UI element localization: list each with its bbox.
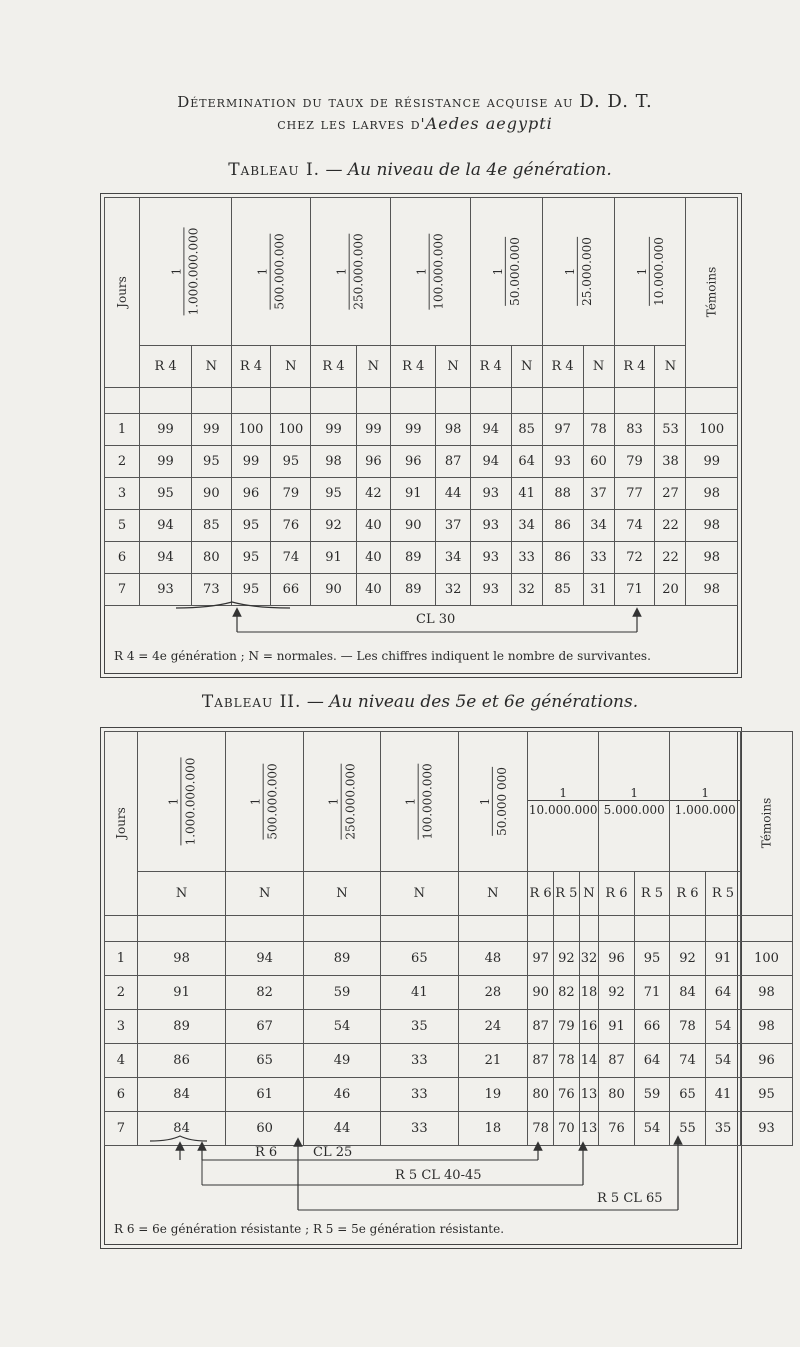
table1-value-cell: 34: [583, 510, 614, 542]
table2-footnote: R 6 = 6e génération résistante ; R 5 = 5e génération résistante.: [114, 1222, 505, 1236]
table2-day-cell: 6: [105, 1078, 138, 1112]
table2-value-cell: 92: [599, 976, 635, 1010]
table1-value-cell: 72: [614, 542, 655, 574]
table1-day-cell: 2: [105, 446, 140, 478]
table1-control-cell: 98: [686, 574, 738, 606]
table1-value-cell: 79: [614, 446, 655, 478]
table1-day-cell: 3: [105, 478, 140, 510]
table2-day-cell: 2: [105, 976, 138, 1010]
table2-r6-label: R 6: [255, 1145, 278, 1160]
table1-value-cell: 40: [356, 574, 390, 606]
table2-value-cell: 79: [553, 1010, 579, 1044]
table2-value-cell: 97: [528, 942, 554, 976]
table1-value-cell: 89: [391, 542, 436, 574]
table2-r5-cl65-label: R 5 CL 65: [597, 1191, 663, 1206]
table1-value-cell: 99: [391, 414, 436, 446]
table1-value-cell: 64: [511, 446, 542, 478]
table1-value-cell: 86: [542, 542, 583, 574]
table1-value-cell: 38: [655, 446, 686, 478]
table2-value-cell: 78: [553, 1044, 579, 1078]
table1-value-cell: 92: [311, 510, 356, 542]
table1-value-cell: 95: [271, 446, 311, 478]
table2-value-cell: 65: [670, 1078, 706, 1112]
title-line-1: Détermination du taux de résistance acquise au D. D. T.: [177, 91, 653, 112]
fraction-numerator: 1: [403, 797, 418, 805]
table2-value-cell: 65: [381, 942, 458, 976]
table1-subheader: N: [192, 346, 231, 388]
table2-value-cell: 91: [137, 976, 226, 1010]
table2-value-cell: 61: [226, 1078, 303, 1112]
table1-subheader: R 4: [311, 346, 356, 388]
table2-value-cell: 95: [634, 942, 670, 976]
table1-value-cell: 85: [192, 510, 231, 542]
table1-subheader: N: [271, 346, 311, 388]
table1-value-cell: 85: [542, 574, 583, 606]
table2-value-cell: 64: [634, 1044, 670, 1078]
table2-value-cell: 84: [137, 1112, 226, 1146]
table2-value-cell: 13: [579, 1112, 599, 1146]
table2-control-cell: 95: [741, 1078, 793, 1112]
table1-value-cell: 32: [436, 574, 470, 606]
table1-subheader: R 4: [140, 346, 192, 388]
table1-control-cell: 98: [686, 542, 738, 574]
fraction-denominator: 1.000.000.000: [184, 227, 201, 315]
table1-value-cell: 96: [356, 446, 390, 478]
table2-value-cell: 70: [553, 1112, 579, 1146]
table2-value-cell: 24: [458, 1010, 528, 1044]
table2-value-cell: 76: [553, 1078, 579, 1112]
table1-subheader: R 4: [231, 346, 271, 388]
table2-value-cell: 13: [579, 1078, 599, 1112]
table2-value-cell: 67: [226, 1010, 303, 1044]
table1-value-cell: 93: [470, 574, 511, 606]
table1-value-cell: 95: [140, 478, 192, 510]
table2-value-cell: 87: [599, 1044, 635, 1078]
table1-value-cell: 99: [192, 414, 231, 446]
table2-value-cell: 94: [226, 942, 303, 976]
table1-caption: Tableau I. — Au niveau de la 4e génération.: [228, 160, 612, 180]
table1-control-cell: 98: [686, 478, 738, 510]
table1-value-cell: 93: [140, 574, 192, 606]
table1-day-cell: 7: [105, 574, 140, 606]
fraction-denominator: 500.000.000: [263, 763, 280, 839]
table2-value-cell: 32: [579, 942, 599, 976]
table1-value-cell: 91: [311, 542, 356, 574]
table1-value-cell: 99: [231, 446, 271, 478]
table1-value-cell: 74: [614, 510, 655, 542]
table1-value-cell: 86: [542, 510, 583, 542]
table1-value-cell: 96: [231, 478, 271, 510]
table1-value-cell: 98: [436, 414, 470, 446]
table1-value-cell: 85: [511, 414, 542, 446]
table2-value-cell: 87: [528, 1044, 554, 1078]
fraction-numerator: 1: [562, 267, 577, 275]
fraction-denominator: 5.000.000: [599, 800, 669, 817]
table2-value-cell: 18: [579, 976, 599, 1010]
table1-value-cell: 33: [583, 542, 614, 574]
table1-value-cell: 22: [655, 510, 686, 542]
table2-subheader: N: [226, 872, 303, 916]
fraction-numerator: 1: [414, 267, 429, 275]
table1-subheader: N: [511, 346, 542, 388]
table1-brace: [176, 602, 290, 608]
table2-subheader: R 5: [553, 872, 579, 916]
table2-value-cell: 41: [381, 976, 458, 1010]
table2-value-cell: 33: [381, 1078, 458, 1112]
table2-subheader: N: [381, 872, 458, 916]
table2-value-cell: 80: [528, 1078, 554, 1112]
table1-value-cell: 95: [311, 478, 356, 510]
table2-subheader: R 5: [705, 872, 741, 916]
table1-value-cell: 42: [356, 478, 390, 510]
table2-value-cell: 54: [705, 1044, 741, 1078]
table2-value-cell: 49: [303, 1044, 380, 1078]
table2-subheader: N: [137, 872, 226, 916]
table2-value-cell: 65: [226, 1044, 303, 1078]
table2-subheader: N: [458, 872, 528, 916]
table1-footnote: R 4 = 4e génération ; N = normales. — Les chiffres indiquent le nombre de survivantes.: [114, 649, 651, 663]
fraction-numerator: 1: [255, 267, 270, 275]
fraction-numerator: 1: [169, 267, 184, 275]
table1-value-cell: 95: [231, 574, 271, 606]
table1-control-cell: 100: [686, 414, 738, 446]
table1-value-cell: 90: [391, 510, 436, 542]
table1-value-cell: 89: [391, 574, 436, 606]
table1-value-cell: 99: [140, 414, 192, 446]
table2-value-cell: 89: [303, 942, 380, 976]
table2-value-cell: 64: [705, 976, 741, 1010]
table1-value-cell: 34: [436, 542, 470, 574]
table1-value-cell: 20: [655, 574, 686, 606]
table1-value-cell: 32: [511, 574, 542, 606]
table1-value-cell: 93: [542, 446, 583, 478]
table1-value-cell: 94: [470, 414, 511, 446]
table2-value-cell: 55: [670, 1112, 706, 1146]
table2-value-cell: 33: [381, 1112, 458, 1146]
table1-subheader: N: [655, 346, 686, 388]
table2-value-cell: 71: [634, 976, 670, 1010]
table2-control-cell: 100: [741, 942, 793, 976]
table1-value-cell: 94: [140, 510, 192, 542]
table2-value-cell: 59: [303, 976, 380, 1010]
table2-day-cell: 3: [105, 1010, 138, 1044]
table2-value-cell: 91: [599, 1010, 635, 1044]
fraction-numerator: 1: [490, 267, 505, 275]
table1-value-cell: 98: [311, 446, 356, 478]
table2-value-cell: 35: [381, 1010, 458, 1044]
fraction-denominator: 250.000.000: [340, 763, 357, 839]
table1-value-cell: 88: [542, 478, 583, 510]
table2-value-cell: 74: [670, 1044, 706, 1078]
table1-value-cell: 83: [614, 414, 655, 446]
table2-value-cell: 92: [670, 942, 706, 976]
table1-control-cell: 98: [686, 510, 738, 542]
table1-value-cell: 94: [470, 446, 511, 478]
fraction-denominator: 250.000.000: [349, 233, 366, 309]
fraction-numerator: 1: [559, 785, 568, 800]
table1-value-cell: 31: [583, 574, 614, 606]
table1-value-cell: 97: [542, 414, 583, 446]
table2-value-cell: 18: [458, 1112, 528, 1146]
table1-value-cell: 71: [614, 574, 655, 606]
table2-cl25-label: CL 25: [313, 1145, 353, 1160]
table2-value-cell: 54: [634, 1112, 670, 1146]
table2-value-cell: 96: [599, 942, 635, 976]
table1-value-cell: 87: [436, 446, 470, 478]
table1-value-cell: 100: [231, 414, 271, 446]
table1-value-cell: 76: [271, 510, 311, 542]
table2-subheader: R 6: [528, 872, 554, 916]
table2-value-cell: 21: [458, 1044, 528, 1078]
table1-value-cell: 99: [356, 414, 390, 446]
table2-value-cell: 60: [226, 1112, 303, 1146]
table1-subheader: R 4: [614, 346, 655, 388]
table2-value-cell: 78: [670, 1010, 706, 1044]
table2-control-cell: 98: [741, 1010, 793, 1044]
fraction-denominator: 10.000.000: [528, 800, 598, 817]
table1-value-cell: 22: [655, 542, 686, 574]
table2-value-cell: 35: [705, 1112, 741, 1146]
fraction-denominator: 25.000.000: [577, 237, 594, 306]
table2-value-cell: 92: [553, 942, 579, 976]
table1-value-cell: 90: [192, 478, 231, 510]
fraction-numerator: 1: [630, 785, 639, 800]
table2-control-header-text: Témoins: [759, 797, 774, 849]
table1-value-cell: 27: [655, 478, 686, 510]
table2-value-cell: 78: [528, 1112, 554, 1146]
table2-subheader: R 5: [634, 872, 670, 916]
table2-value-cell: 46: [303, 1078, 380, 1112]
table1-value-cell: 53: [655, 414, 686, 446]
fraction-numerator: 1: [701, 785, 710, 800]
table2-subheader: N: [303, 872, 380, 916]
table1-value-cell: 94: [140, 542, 192, 574]
table2-value-cell: 86: [137, 1044, 226, 1078]
table2-value-cell: 87: [528, 1010, 554, 1044]
table1-value-cell: 79: [271, 478, 311, 510]
fraction-denominator: 50.000.000: [505, 237, 522, 306]
table1-day-cell: 1: [105, 414, 140, 446]
table1-value-cell: 37: [583, 478, 614, 510]
fraction-denominator: 50.000 000: [491, 767, 508, 836]
table1-value-cell: 74: [271, 542, 311, 574]
table2-r5-cl4045-label: R 5 CL 40-45: [395, 1168, 482, 1183]
table2-caption: Tableau II. — Au niveau des 5e et 6e générations.: [201, 692, 639, 712]
table2-value-cell: 54: [705, 1010, 741, 1044]
table1-value-cell: 41: [511, 478, 542, 510]
title-line-2: chez les larves d'Aedes aegypti: [277, 114, 553, 133]
table1-value-cell: 90: [311, 574, 356, 606]
table1-day-header-text: Jours: [114, 276, 129, 308]
table1-value-cell: 93: [470, 542, 511, 574]
fraction-numerator: 1: [477, 797, 492, 805]
table1-value-cell: 34: [511, 510, 542, 542]
table2-value-cell: 76: [599, 1112, 635, 1146]
table2-value-cell: 54: [303, 1010, 380, 1044]
table1-subheader: R 4: [391, 346, 436, 388]
table2-value-cell: 48: [458, 942, 528, 976]
table1-value-cell: 33: [511, 542, 542, 574]
table1-value-cell: 80: [192, 542, 231, 574]
table2-value-cell: 84: [670, 976, 706, 1010]
table2-day-cell: 1: [105, 942, 138, 976]
table1-day-cell: 5: [105, 510, 140, 542]
table1-value-cell: 40: [356, 510, 390, 542]
table2-value-cell: 16: [579, 1010, 599, 1044]
table1-control-header-text: Témoins: [704, 266, 719, 318]
table1-subheader: R 4: [470, 346, 511, 388]
fraction-numerator: 1: [249, 797, 264, 805]
table2-value-cell: 66: [634, 1010, 670, 1044]
table1-subheader: N: [436, 346, 470, 388]
fraction-denominator: 1.000.000.000: [180, 757, 197, 845]
table2-value-cell: 90: [528, 976, 554, 1010]
table2-brace: [150, 1136, 207, 1141]
table2-day-header-text: Jours: [113, 807, 128, 839]
fraction-numerator: 1: [634, 267, 649, 275]
table1-subheader: N: [583, 346, 614, 388]
table2-value-cell: 84: [137, 1078, 226, 1112]
fraction-denominator: 100.000.000: [418, 763, 435, 839]
table1-value-cell: 93: [470, 478, 511, 510]
fraction-denominator: 1.000.000: [670, 800, 740, 817]
table2-value-cell: 19: [458, 1078, 528, 1112]
table1-value-cell: 93: [470, 510, 511, 542]
table2-value-cell: 41: [705, 1078, 741, 1112]
fraction-numerator: 1: [326, 797, 341, 805]
table2-value-cell: 91: [705, 942, 741, 976]
table2-value-cell: 89: [137, 1010, 226, 1044]
fraction-numerator: 1: [335, 267, 350, 275]
fraction-numerator: 1: [166, 797, 181, 805]
table1-value-cell: 95: [231, 542, 271, 574]
table1-value-cell: 77: [614, 478, 655, 510]
table2-day-cell: 4: [105, 1044, 138, 1078]
table1-subheader: R 4: [542, 346, 583, 388]
table2-control-cell: 98: [741, 976, 793, 1010]
table2-value-cell: 80: [599, 1078, 635, 1112]
table2-value-cell: 59: [634, 1078, 670, 1112]
table1-value-cell: 95: [231, 510, 271, 542]
fraction-denominator: 500.000.000: [269, 233, 286, 309]
table1-value-cell: 99: [140, 446, 192, 478]
table1-control-cell: 99: [686, 446, 738, 478]
fraction-denominator: 10.000.000: [649, 237, 666, 306]
table2-value-cell: 28: [458, 976, 528, 1010]
table2-value-cell: 33: [381, 1044, 458, 1078]
table1-value-cell: 40: [356, 542, 390, 574]
table2-subheader: N: [579, 872, 599, 916]
table1-value-cell: 96: [391, 446, 436, 478]
table2-value-cell: 44: [303, 1112, 380, 1146]
table1-value-cell: 37: [436, 510, 470, 542]
table1-value-cell: 66: [271, 574, 311, 606]
table1-value-cell: 100: [271, 414, 311, 446]
table1-value-cell: 73: [192, 574, 231, 606]
table1-subheader: N: [356, 346, 390, 388]
table2-control-cell: 96: [741, 1044, 793, 1078]
table2-subheader: R 6: [599, 872, 635, 916]
table1-value-cell: 91: [391, 478, 436, 510]
table2-value-cell: 82: [553, 976, 579, 1010]
table2-value-cell: 98: [137, 942, 226, 976]
table1-cl-label: CL 30: [416, 612, 456, 627]
fraction-denominator: 100.000.000: [429, 233, 446, 309]
table1-value-cell: 44: [436, 478, 470, 510]
table1-day-cell: 6: [105, 542, 140, 574]
table1-value-cell: 60: [583, 446, 614, 478]
table2-value-cell: 82: [226, 976, 303, 1010]
table2-value-cell: 14: [579, 1044, 599, 1078]
table2-subheader: R 6: [670, 872, 706, 916]
table1-value-cell: 95: [192, 446, 231, 478]
table1-value-cell: 78: [583, 414, 614, 446]
table2-day-cell: 7: [105, 1112, 138, 1146]
table2-control-cell: 93: [741, 1112, 793, 1146]
table1-value-cell: 99: [311, 414, 356, 446]
